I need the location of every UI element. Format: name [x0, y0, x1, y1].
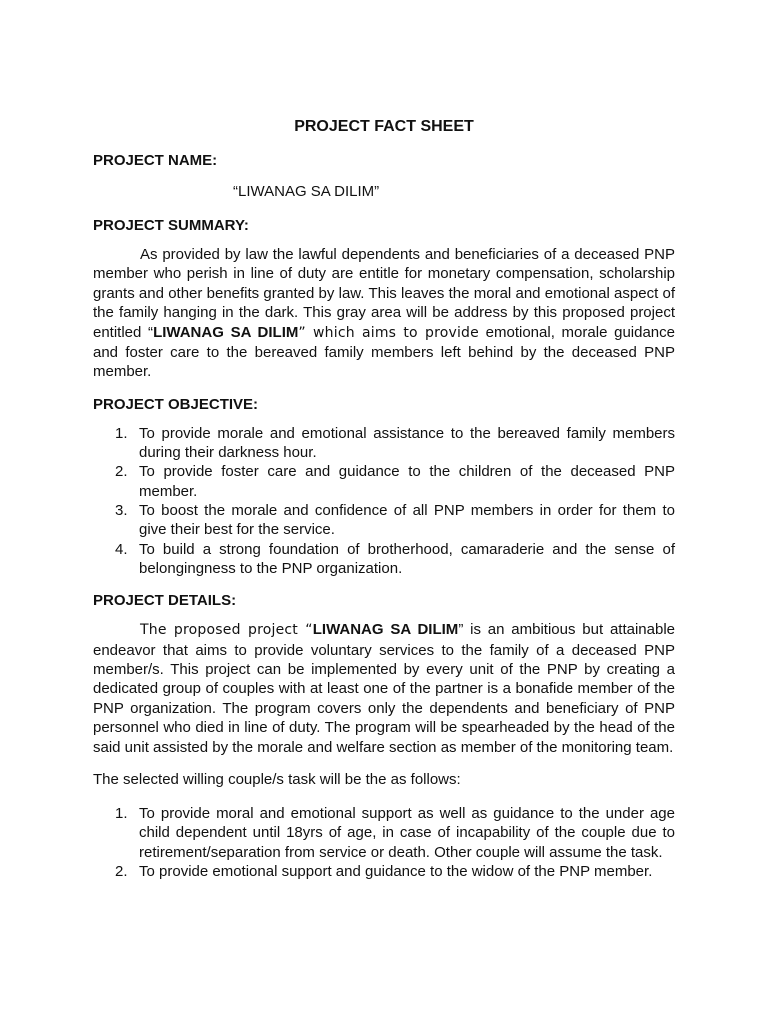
project-name-heading: PROJECT NAME: [93, 152, 218, 169]
list-item [93, 862, 675, 881]
list-item-number: 1. [115, 424, 128, 442]
document-page [93, 118, 675, 894]
objectives-list [93, 424, 675, 578]
project-objective-heading: PROJECT OBJECTIVE: [93, 395, 259, 413]
summary-text-3: emotional, morale guidance and foster care to the bereaved family members left behind by the deceased PNP member. [93, 323, 675, 381]
details-project-title: LIWANAG SA DILIM [312, 621, 459, 639]
project-name-value: “LIWANAG SA DILIM” [233, 183, 380, 200]
details-text-1: The proposed project “ [140, 622, 313, 639]
list-item [93, 540, 675, 579]
tasks-list [93, 804, 675, 881]
project-details-heading: PROJECT DETAILS: [93, 592, 237, 610]
project-summary-heading: PROJECT SUMMARY: [93, 217, 249, 234]
list-item-text: To build a strong foundation of brotherhood, camaraderie and the sense of belongingness to the PNP organization. [139, 540, 675, 577]
list-item [93, 424, 675, 463]
summary-text-2: ” which aims to provide [298, 324, 479, 341]
summary-project-title: LIWANAG SA DILIM [153, 323, 299, 341]
project-details-paragraph [93, 620, 675, 757]
list-item-number: 3. [115, 502, 128, 520]
list-item-number: 1. [115, 805, 128, 823]
list-item-number: 2. [115, 862, 128, 880]
tasks-intro: The selected willing couple/s task will be the as follows: [93, 771, 461, 789]
project-summary-paragraph [93, 245, 675, 382]
list-item-number: 2. [115, 463, 128, 481]
list-item-number: 4. [115, 540, 128, 558]
list-item [93, 462, 675, 501]
list-item [93, 501, 675, 540]
details-text-2: ” is an ambitious but attainable endeavor that aims to provide voluntary services to the family of a deceased PNP member/s. This project can be implemented by every unit of the PNP by creating a dedicated group of couples with at least one of the partner is a bonafide member of the PNP organization. The program covers only the dependents and beneficiary of PNP personnel who died in line of duty. The program will be spearheaded by the head of the said unit assisted by the morale and welfare section as member of the monitoring team. [93, 621, 676, 756]
list-item-text: To provide moral and emotional support as well as guidance to the under age child dependent until 18yrs of age, in case of incapability of the couple due to retirement/separation from service or death. Other couple will assume the task. [139, 805, 675, 861]
list-item-text: To provide morale and emotional assistance to the bereaved family members during their darkness hour. [139, 424, 675, 462]
list-item-text: To provide emotional support and guidance to the widow of the PNP member. [139, 862, 653, 880]
list-item-text: To provide foster care and guidance to the children of the deceased PNP member. [139, 463, 675, 500]
list-item [93, 804, 675, 862]
list-item-text: To boost the morale and confidence of all PNP members in order for them to give their best for the service. [139, 502, 675, 539]
document-title: PROJECT FACT SHEET [294, 118, 474, 135]
summary-text-1: As provided by law the lawful dependents and beneficiaries of a deceased PNP member who perish in line of duty are entitle for monetary compensation, scholarship grants and other benefits granted by law. This leaves the moral and emotional aspect of the family hanging in the dark. This gray area will be address by this proposed project entitled “ [93, 246, 675, 341]
